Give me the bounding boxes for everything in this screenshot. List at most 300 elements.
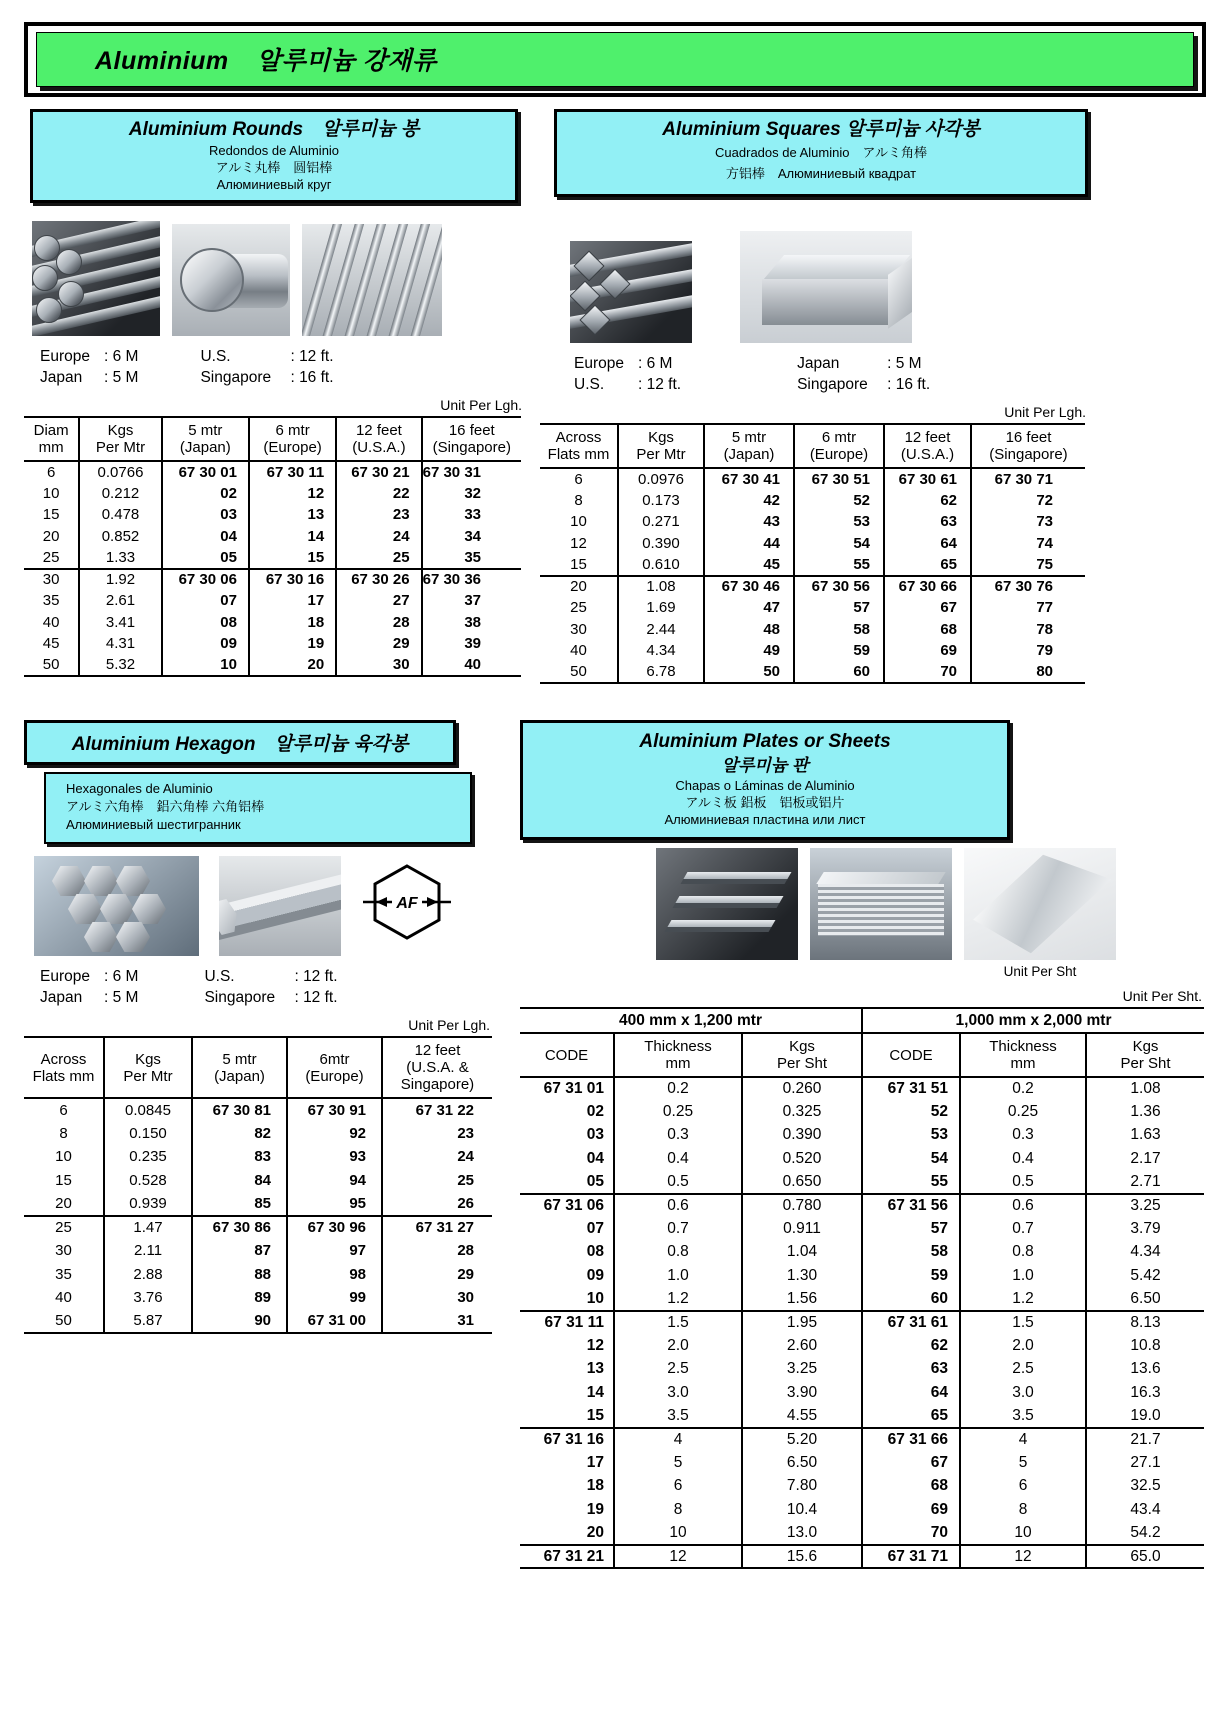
value-cell: 0.260: [742, 1077, 862, 1100]
column-header: Across Flats mm: [540, 424, 618, 468]
across-flats-icon: [361, 862, 453, 946]
value-cell: 0.3: [960, 1124, 1086, 1147]
square-bars-bundle-photo: [570, 241, 692, 343]
value-cell: 0.4: [614, 1147, 742, 1170]
value-cell: 0.0976: [618, 468, 704, 490]
column-header: 6mtr (Europe): [287, 1037, 382, 1098]
hexagon-title-box: [24, 720, 456, 765]
column-header: Kgs Per Mtr: [104, 1037, 192, 1098]
rounds-unit-per-length-label: Unit Per Lgh.: [440, 397, 522, 413]
plates-unit-per-sheet-label: Unit Per Sht.: [1122, 988, 1202, 1004]
code-cell: 74: [971, 533, 1085, 555]
column-header: 6 mtr (Europe): [794, 424, 884, 468]
value-cell: 1.04: [742, 1241, 862, 1264]
value-cell: 12: [570, 534, 587, 552]
value-cell: 0.6: [960, 1194, 1086, 1217]
code-cell: 93: [287, 1145, 382, 1169]
value-cell: 0.150: [104, 1122, 192, 1146]
table-row: [24, 655, 521, 677]
code-cell: 24: [382, 1145, 492, 1169]
value-cell: 7.80: [742, 1475, 862, 1498]
hexagon-unit-per-length-label: Unit Per Lgh.: [408, 1017, 490, 1033]
af-diagram: [361, 862, 453, 951]
code-cell: 45: [704, 554, 794, 576]
length-row: [200, 346, 333, 367]
value-cell: 12: [614, 1545, 742, 1568]
column-header: 6 mtr (Europe): [249, 417, 336, 461]
i-decor: [56, 249, 82, 275]
value-cell: 1.95: [742, 1311, 862, 1334]
i-decor: [58, 281, 84, 307]
value-cell: 3.79: [1086, 1217, 1204, 1240]
rounds-lengths: [40, 346, 524, 388]
table-row: [520, 1498, 1204, 1521]
plates-subtitle-spanish: Chapas o Láminas de Aluminio: [675, 778, 855, 793]
code-cell: 67 30 86: [192, 1216, 287, 1240]
code-cell: 83: [192, 1145, 287, 1169]
code-cell: 02: [162, 483, 249, 505]
value-cell: 0.271: [618, 511, 704, 533]
code-cell: 57: [862, 1217, 960, 1240]
column-header: 16 feet (Singapore): [422, 417, 521, 461]
table-row: [540, 597, 1085, 619]
square-bar-photo: [740, 231, 912, 343]
thick-plates-stack-photo: [656, 848, 798, 960]
table-row: [520, 1358, 1204, 1381]
value-cell: 0.478: [79, 504, 161, 526]
sheets-stack-photo: [810, 848, 952, 960]
code-cell: 67 30 41: [704, 468, 794, 490]
value-cell: 6: [59, 1101, 68, 1119]
i-decor: [762, 279, 888, 325]
value-cell: 10: [570, 513, 587, 531]
value-cell: 0.25: [960, 1100, 1086, 1123]
value-cell: 1.69: [618, 597, 704, 619]
value-cell: 1.33: [79, 547, 161, 569]
value-cell: 0.911: [742, 1217, 862, 1240]
code-cell: 68: [862, 1475, 960, 1498]
squares-subtitle-spanish-cjk: Cuadrados de Aluminio アルミ角棒: [715, 145, 927, 160]
value-cell: 25: [24, 1216, 104, 1240]
i-decor: [673, 896, 784, 908]
code-cell: 67 30 81: [192, 1098, 287, 1122]
value-cell: 0.3: [614, 1124, 742, 1147]
section-aluminium-plates: [520, 720, 1204, 1569]
code-cell: 85: [192, 1192, 287, 1216]
code-cell: 67 30 36: [422, 569, 521, 591]
rounds-subtitle-cjk: アルミ丸棒 圆铝棒: [215, 160, 333, 175]
code-cell: 10: [162, 655, 249, 677]
column-header: Kgs Per Mtr: [79, 417, 161, 461]
value-cell: 1.63: [1086, 1124, 1204, 1147]
page-title-ko: 알루미늄 강재류: [256, 47, 437, 75]
value-cell: 2.61: [79, 590, 161, 612]
column-header: Kgs Per Mtr: [618, 424, 704, 468]
code-cell: 05: [586, 1172, 604, 1190]
table-row: [24, 612, 521, 634]
code-cell: 58: [862, 1241, 960, 1264]
code-cell: 63: [862, 1358, 960, 1381]
code-cell: 03: [586, 1126, 604, 1144]
i-decor: [84, 922, 118, 952]
i-decor: [68, 894, 102, 924]
code-cell: 67 30 21: [336, 461, 421, 483]
code-cell: 94: [287, 1169, 382, 1193]
value-cell: 3.5: [614, 1404, 742, 1427]
top-sections-row: [24, 109, 1206, 684]
value-cell: 27.1: [1086, 1451, 1204, 1474]
table-row: [520, 1288, 1204, 1311]
code-cell: 20: [586, 1523, 604, 1541]
value-cell: 4: [614, 1428, 742, 1451]
value-cell: 0.325: [742, 1100, 862, 1123]
i-decor: [816, 872, 945, 884]
code-cell: 64: [884, 533, 971, 555]
value-cell: 35: [55, 1265, 72, 1283]
code-cell: 72: [971, 490, 1085, 512]
value-cell: 20: [42, 527, 60, 545]
code-cell: 14: [249, 526, 336, 548]
value-cell: 10.8: [1086, 1334, 1204, 1357]
length-row: [200, 367, 333, 388]
length-region: Japan: [797, 355, 840, 372]
hexagon-bars-bundle-photo: [34, 856, 199, 956]
column-header: Thickness mm: [614, 1033, 742, 1077]
code-cell: 52: [794, 490, 884, 512]
value-cell: 2.5: [960, 1358, 1086, 1381]
i-decor: [84, 866, 118, 896]
value-cell: 0.8: [614, 1241, 742, 1264]
bottom-sections-row: [24, 720, 1206, 1569]
value-cell: 15: [55, 1171, 72, 1189]
code-cell: 88: [192, 1263, 287, 1287]
table-row: [520, 1451, 1204, 1474]
length-region: Japan: [40, 989, 83, 1006]
code-cell: 97: [287, 1239, 382, 1263]
code-cell: 12: [249, 483, 336, 505]
value-cell: 1.30: [742, 1264, 862, 1287]
value-cell: 0.0845: [104, 1098, 192, 1122]
rounds-subtitle-russian: Алюминиевый круг: [216, 177, 332, 192]
value-cell: 2.44: [618, 619, 704, 641]
rounds-photos: [32, 221, 524, 336]
table-row: [24, 1263, 492, 1287]
value-cell: 3.0: [614, 1381, 742, 1404]
hexagon-title: Aluminium Hexagon 알루미늄 육각봉: [71, 734, 409, 755]
code-cell: 67 30 16: [249, 569, 336, 591]
hexagon-subtitle-cjk: アルミ六角棒 鋁六角棒 六角铝棒: [66, 799, 265, 814]
value-cell: 1.2: [960, 1288, 1086, 1311]
code-cell: 39: [422, 633, 521, 655]
value-cell: 43.4: [1086, 1498, 1204, 1521]
code-cell: 54: [862, 1147, 960, 1170]
code-cell: 57: [794, 597, 884, 619]
code-cell: 67 31 21: [520, 1545, 614, 1568]
length-region: Europe: [574, 355, 624, 372]
value-cell: 0.528: [104, 1169, 192, 1193]
value-cell: 40: [570, 642, 587, 660]
code-cell: 84: [192, 1169, 287, 1193]
code-cell: 67 31 16: [520, 1428, 614, 1451]
value-cell: 3.25: [742, 1358, 862, 1381]
plates-photos: [656, 848, 1204, 979]
code-cell: 59: [862, 1264, 960, 1287]
code-cell: 65: [884, 554, 971, 576]
code-cell: 44: [704, 533, 794, 555]
code-cell: 54: [794, 533, 884, 555]
i-decor: [573, 250, 604, 281]
code-cell: 42: [704, 490, 794, 512]
table-row: [540, 619, 1085, 641]
code-cell: 70: [862, 1521, 960, 1544]
code-cell: 15: [586, 1406, 604, 1424]
code-cell: 99: [287, 1286, 382, 1310]
value-cell: 3.5: [960, 1404, 1086, 1427]
value-cell: 8: [960, 1498, 1086, 1521]
value-cell: 1.36: [1086, 1100, 1204, 1123]
code-cell: 58: [794, 619, 884, 641]
code-cell: 64: [862, 1381, 960, 1404]
squares-unit-per-length-label: Unit Per Lgh.: [1004, 404, 1086, 420]
table-row: [520, 1311, 1204, 1334]
value-cell: 5.87: [104, 1310, 192, 1334]
code-cell: 49: [704, 640, 794, 662]
code-cell: 68: [884, 619, 971, 641]
code-cell: 08: [586, 1243, 604, 1261]
table-row: [24, 526, 521, 548]
hexagon-subtitle-spanish: Hexagonales de Aluminio: [66, 781, 213, 796]
code-cell: 67 30 76: [971, 576, 1085, 598]
length-value: : 5 M: [104, 989, 139, 1006]
value-cell: 25: [42, 548, 60, 566]
table-row: [24, 461, 521, 483]
round-bar-end-photo: [172, 224, 290, 336]
af-label: AF: [396, 894, 418, 912]
squares-photos: [570, 231, 1102, 343]
code-cell: 77: [971, 597, 1085, 619]
table-row: [520, 1100, 1204, 1123]
value-cell: 0.852: [79, 526, 161, 548]
value-cell: 15.6: [742, 1545, 862, 1568]
length-row: [40, 966, 138, 987]
table-row: [520, 1264, 1204, 1287]
length-row: [40, 987, 138, 1008]
column-header: CODE: [862, 1033, 960, 1077]
table-row: [24, 1122, 492, 1146]
value-cell: 8.13: [1086, 1311, 1204, 1334]
single-sheet-photo-block: [964, 848, 1116, 979]
value-cell: 10: [960, 1521, 1086, 1544]
code-cell: 28: [336, 612, 421, 634]
table-header-row: [24, 417, 521, 461]
code-cell: 87: [192, 1239, 287, 1263]
code-cell: 62: [862, 1334, 960, 1357]
plates-header-box: [520, 720, 1010, 840]
table-row: [24, 1192, 492, 1216]
value-cell: 13.6: [1086, 1358, 1204, 1381]
i-decor: [665, 920, 776, 932]
code-cell: 04: [162, 526, 249, 548]
length-region: Singapore: [200, 369, 272, 386]
value-cell: 10: [55, 1148, 72, 1166]
length-region: Japan: [40, 369, 83, 386]
code-cell: 67 31 51: [862, 1077, 960, 1100]
value-cell: 65.0: [1086, 1545, 1204, 1568]
i-decor: [52, 866, 86, 896]
code-cell: 07: [162, 590, 249, 612]
code-cell: 67: [884, 597, 971, 619]
value-cell: 2.71: [1086, 1171, 1204, 1194]
section-aluminium-squares: [540, 109, 1102, 684]
length-value: : 12 ft.: [638, 376, 682, 393]
code-cell: 65: [862, 1404, 960, 1427]
length-region: Europe: [40, 968, 90, 985]
squares-title: Aluminium Squares 알루미늄 사각봉: [662, 119, 980, 140]
table-row: [24, 504, 521, 526]
table-row: [24, 1098, 492, 1122]
code-cell: 67 30 91: [287, 1098, 382, 1122]
value-cell: 5: [614, 1451, 742, 1474]
rounds-lengths-col-2: [200, 346, 333, 388]
value-cell: 0.4: [960, 1147, 1086, 1170]
hexagon-lengths-col-2: [204, 966, 337, 1008]
value-cell: 4.31: [79, 633, 161, 655]
value-cell: 32.5: [1086, 1475, 1204, 1498]
code-cell: 63: [884, 511, 971, 533]
table-row: [520, 1404, 1204, 1427]
code-cell: 34: [422, 526, 521, 548]
table-row: [520, 1241, 1204, 1264]
value-cell: 6: [46, 463, 56, 481]
value-cell: 2.0: [960, 1334, 1086, 1357]
value-cell: 0.5: [614, 1171, 742, 1194]
code-cell: 67 31 06: [520, 1194, 614, 1217]
value-cell: 4.34: [1086, 1241, 1204, 1264]
squares-header-box: [554, 109, 1088, 197]
value-cell: 20: [540, 576, 618, 598]
code-cell: 67 30 26: [336, 569, 421, 591]
loose-rods-photo: [302, 224, 442, 336]
section-aluminium-rounds: [24, 109, 524, 677]
table-row: [24, 1310, 492, 1334]
value-cell: 0.173: [618, 490, 704, 512]
value-cell: 1.56: [742, 1288, 862, 1311]
value-cell: 0.520: [742, 1147, 862, 1170]
table-row: [520, 1334, 1204, 1357]
table-row: [540, 468, 1085, 490]
code-cell: 12: [586, 1336, 604, 1354]
rounds-title: Aluminium Rounds 알루미늄 봉: [128, 119, 420, 140]
value-cell: 2.0: [614, 1334, 742, 1357]
code-cell: 17: [586, 1453, 604, 1471]
column-header: CODE: [520, 1033, 614, 1077]
value-cell: 5.42: [1086, 1264, 1204, 1287]
value-cell: 20: [55, 1194, 72, 1212]
table-header-row: [540, 424, 1085, 468]
value-cell: 5.20: [742, 1428, 862, 1451]
table-row: [520, 1147, 1204, 1170]
value-cell: 2.60: [742, 1334, 862, 1357]
plates-photo-caption: Unit Per Sht: [1003, 964, 1077, 979]
length-value: : 6 M: [104, 968, 139, 985]
code-cell: 30: [382, 1286, 492, 1310]
value-cell: 2.17: [1086, 1147, 1204, 1170]
value-cell: 16.3: [1086, 1381, 1204, 1404]
value-cell: 4.55: [742, 1404, 862, 1427]
code-cell: 22: [336, 483, 421, 505]
value-cell: 1.08: [1086, 1077, 1204, 1100]
length-value: : 6 M: [104, 348, 139, 365]
table-row: [520, 1475, 1204, 1498]
hexagon-lengths-col-1: [40, 966, 138, 1008]
value-cell: 0.390: [618, 533, 704, 555]
plates-subtitle-russian: Алюминиевая пластина или лист: [664, 812, 866, 827]
length-value: : 12 ft.: [294, 989, 338, 1006]
code-cell: 67 30 46: [704, 576, 794, 598]
table-size-header: 400 mm x 1,200 mtr: [520, 1008, 862, 1033]
value-cell: 8: [614, 1498, 742, 1521]
i-decor: [100, 894, 134, 924]
i-decor: [116, 922, 150, 952]
value-cell: 35: [42, 592, 60, 610]
i-decor: [32, 265, 58, 291]
code-cell: 67 30 96: [287, 1216, 382, 1240]
code-cell: 67 30 06: [162, 569, 249, 591]
table-size-header-row: [520, 1008, 1204, 1033]
value-cell: 2.88: [104, 1263, 192, 1287]
code-cell: 43: [704, 511, 794, 533]
i-decor: [180, 248, 244, 312]
value-cell: 6.50: [742, 1451, 862, 1474]
table-size-header: 1,000 mm x 2,000 mtr: [862, 1008, 1204, 1033]
code-cell: 27: [336, 590, 421, 612]
value-cell: 30: [570, 620, 587, 638]
code-cell: 55: [862, 1171, 960, 1194]
rounds-code-table: [24, 416, 521, 677]
code-cell: 28: [382, 1239, 492, 1263]
code-cell: 40: [422, 655, 521, 677]
length-value: : 5 M: [104, 369, 139, 386]
code-cell: 02: [586, 1103, 604, 1121]
value-cell: 13.0: [742, 1521, 862, 1544]
rounds-header-box: [30, 109, 518, 203]
code-cell: 33: [422, 504, 521, 526]
squares-code-table: [540, 423, 1085, 684]
value-cell: 3.41: [79, 612, 161, 634]
page-title-en: Aluminium: [95, 47, 229, 75]
value-cell: 12: [960, 1545, 1086, 1568]
table-row: [520, 1428, 1204, 1451]
value-cell: 50: [570, 663, 587, 681]
table-row: [540, 511, 1085, 533]
code-cell: 13: [249, 504, 336, 526]
value-cell: 6: [960, 1475, 1086, 1498]
squares-lengths-col-2: [797, 353, 930, 395]
code-cell: 48: [704, 619, 794, 641]
value-cell: 0.610: [618, 554, 704, 576]
value-cell: 6: [614, 1475, 742, 1498]
code-cell: 26: [382, 1192, 492, 1216]
code-cell: 67 31 00: [287, 1310, 382, 1334]
plates-code-table: [520, 1007, 1204, 1569]
plates-title-line1: Aluminium Plates or Sheets: [639, 731, 891, 752]
single-sheet-photo: [964, 848, 1116, 960]
length-region: U.S.: [200, 348, 231, 365]
code-cell: 59: [794, 640, 884, 662]
value-cell: 2.11: [104, 1239, 192, 1263]
rounds-subtitle-spanish: Redondos de Aluminio: [208, 143, 340, 158]
code-cell: 18: [249, 612, 336, 634]
